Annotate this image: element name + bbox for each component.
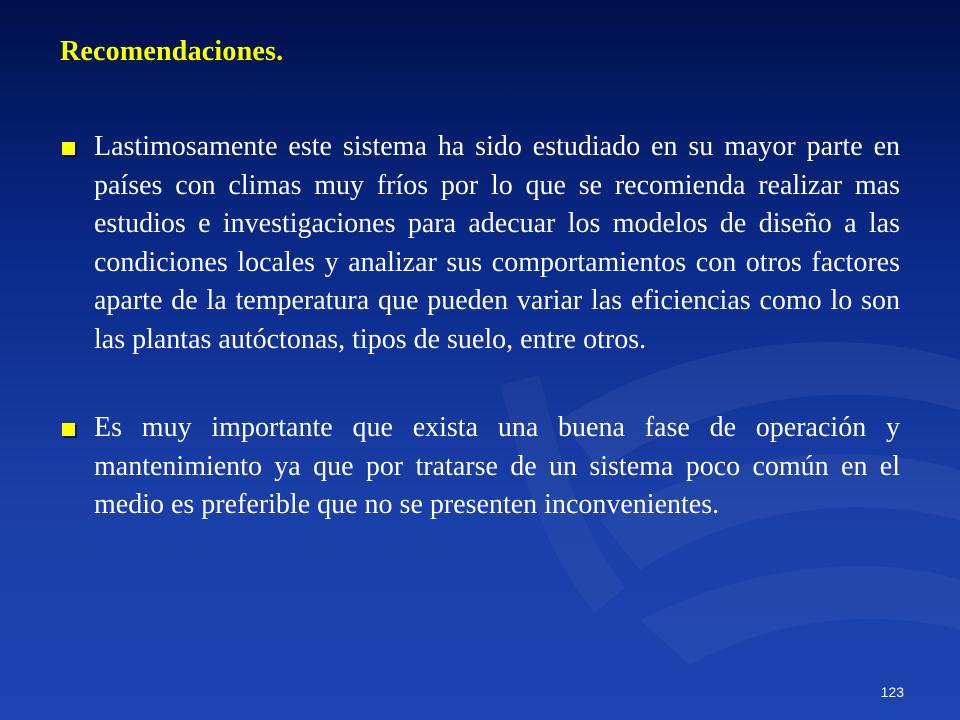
square-bullet-icon — [62, 423, 75, 436]
square-bullet-icon — [62, 142, 75, 155]
bullet-item — [60, 128, 900, 359]
bullet-item — [60, 409, 900, 525]
page-number: 123 — [880, 684, 904, 700]
bullet-list — [60, 128, 900, 575]
bullet-text: Lastimosamente este sistema ha sido estudiado en su mayor parte en países con climas muy fríos por lo que se recomienda realizar mas estudios e investigaciones para adecuar los modelos de diseño a las condiciones locales y analizar sus comportamientos con otros factores aparte de la temperatura que pueden variar las eficiencias como lo son las plantas autóctonas, tipos de suelo, entre otros. — [94, 131, 900, 355]
bullet-text: Es muy importante que exista una buena fase de operación y mantenimiento ya que por tratarse de un sistema poco común en el medio es preferible que no se presenten inconvenientes. — [94, 412, 900, 520]
slide-title: Recomendaciones. — [60, 36, 284, 67]
